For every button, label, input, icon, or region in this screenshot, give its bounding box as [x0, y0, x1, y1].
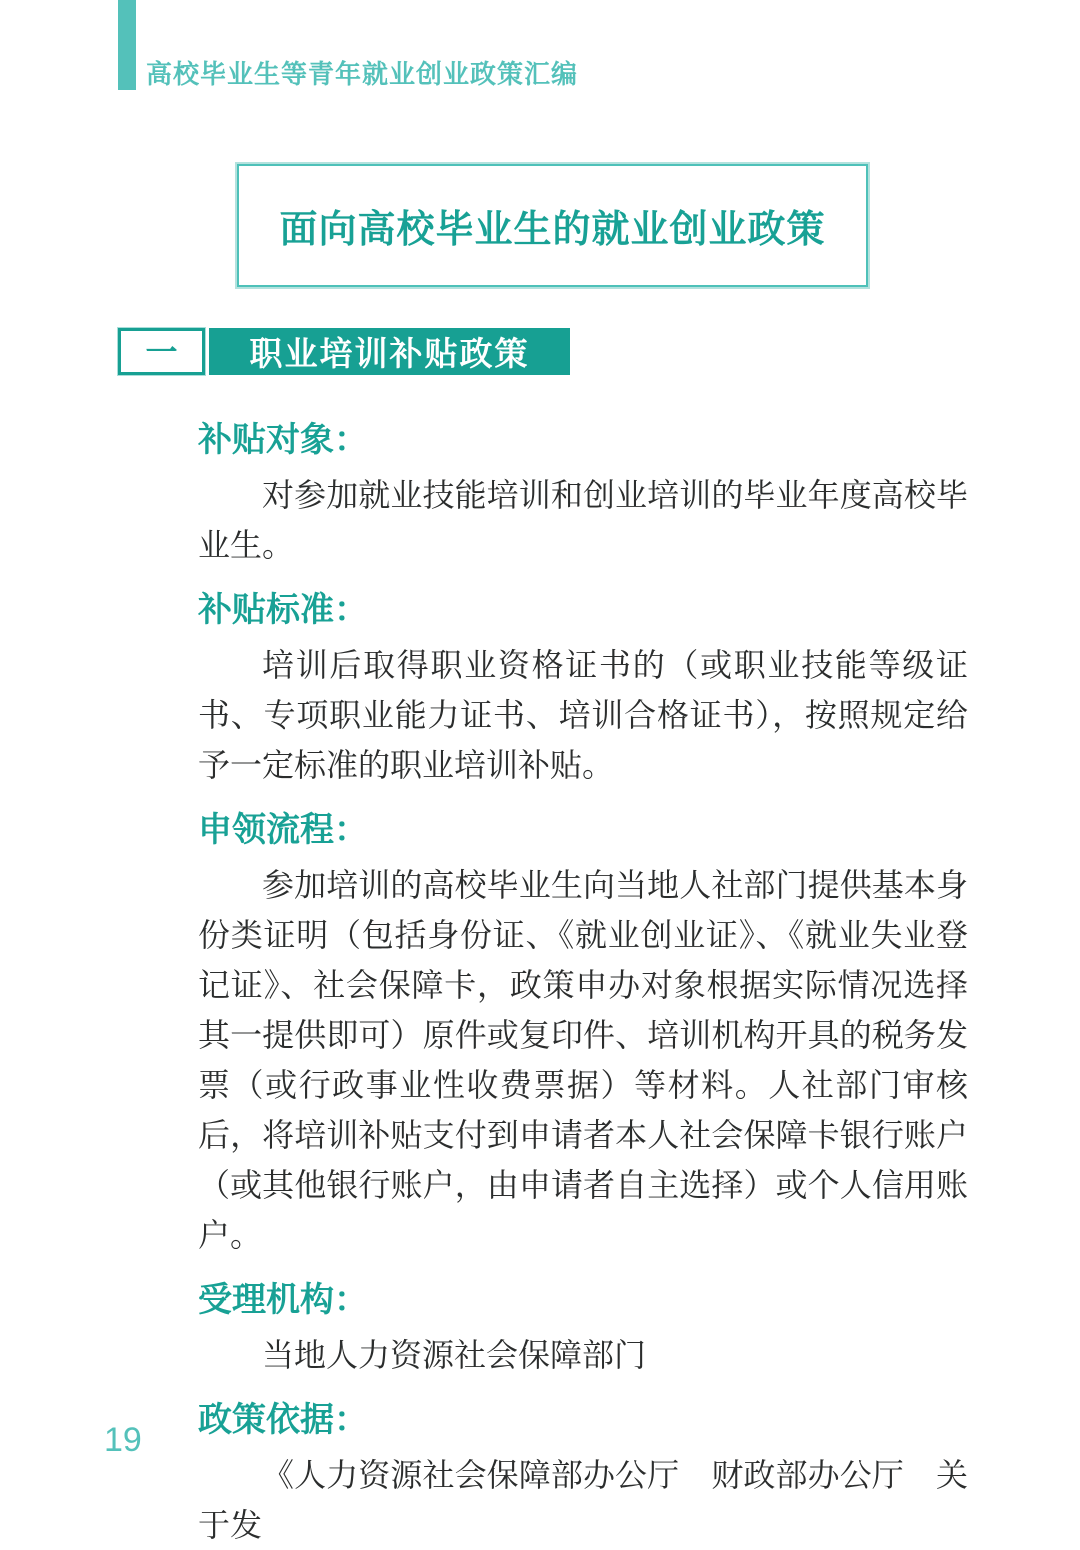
section-number-box	[118, 328, 205, 375]
section-policy-basis	[198, 1400, 968, 1550]
section-body: 对参加就业技能培训和创业培训的毕业年度高校毕业生。	[198, 477, 968, 563]
section-subsidy-standard	[198, 590, 968, 790]
section-label: 职业培训补贴政策	[249, 335, 530, 372]
header-accent-bar	[118, 0, 136, 90]
section-application-process	[198, 810, 968, 1260]
section-heading: 受理机构：	[198, 1281, 368, 1319]
section-label-box	[209, 328, 570, 375]
section-heading: 补贴标准：	[198, 591, 368, 629]
section-heading: 补贴对象：	[198, 421, 368, 459]
section-subsidy-target	[198, 420, 968, 570]
section-body: 当地人力资源社会保障部门	[262, 1337, 647, 1373]
section-body: 《人力资源社会保障部办公厅 财政部办公厅 关于发	[198, 1457, 968, 1543]
section-banner	[118, 328, 570, 375]
chapter-title-box	[237, 164, 868, 287]
policy-content	[198, 400, 968, 1550]
section-body: 培训后取得职业资格证书的（或职业技能等级证书、专项职业能力证书、培训合格证书），按照规定给予一定标准的职业培训补贴。	[198, 647, 968, 783]
section-heading: 申领流程：	[198, 811, 368, 849]
booklet-title: 高校毕业生等青年就业创业政策汇编	[146, 59, 579, 89]
chapter-title: 面向高校毕业生的就业创业政策	[279, 209, 826, 251]
section-body: 参加培训的高校毕业生向当地人社部门提供基本身份类证明（包括身份证、《就业创业证》、《就业失业登记证》、社会保障卡，政策申办对象根据实际情况选择其一提供即可）原件或复印件、培训机构开具的税务发票（或行政事业性收费票据）等材料。人社部门审核后，将培训补贴支付到申请者本人社会保障卡银行账户（或其他银行账户，由申请者自主选择）或个人信用账户。	[198, 867, 968, 1253]
section-number: 一	[145, 333, 178, 370]
section-accepting-agency	[198, 1280, 968, 1380]
section-heading: 政策依据：	[198, 1401, 368, 1439]
page-number: 19	[104, 1421, 142, 1459]
